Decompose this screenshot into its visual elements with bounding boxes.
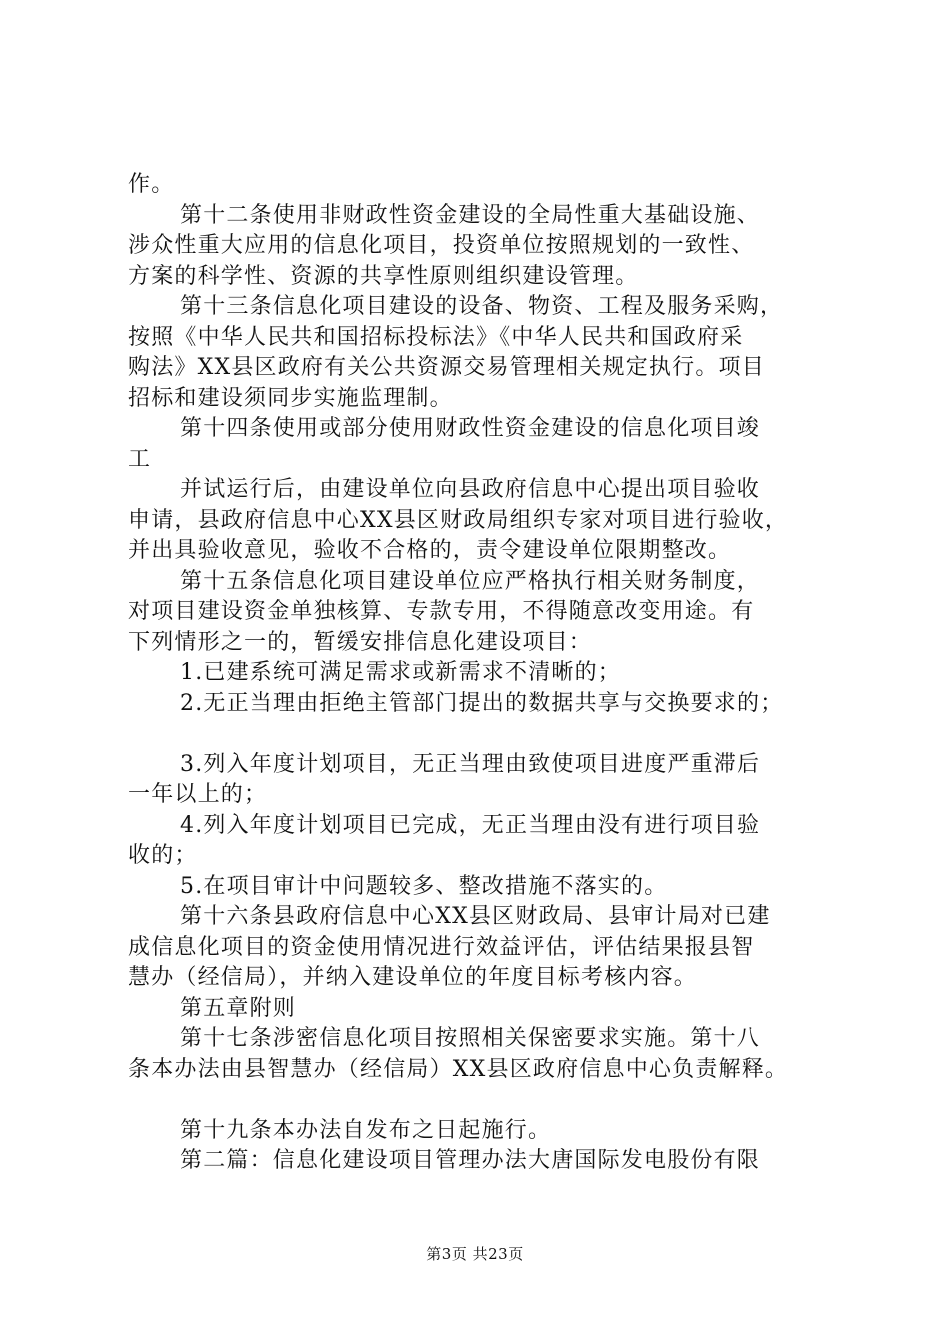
list-item: 4.列入年度计划项目已完成，无正当理由没有进行项目验 <box>180 812 761 838</box>
text-line: 按照《中华人民共和国招标投标法》《中华人民共和国政府采 <box>128 324 744 350</box>
text-line: 方案的科学性、资源的共享性原则组织建设管理。 <box>128 263 639 289</box>
text-line: 条本办法由县智慧办（经信局）XX县区政府信息中心负责解释。 <box>128 1056 789 1082</box>
article-17-line: 第十七条涉密信息化项目按照相关保密要求实施。第十八 <box>180 1026 761 1051</box>
text-line: 一年以上的； <box>128 782 268 807</box>
text-line: 收的； <box>128 843 198 868</box>
list-item: 2.无正当理由拒绝主管部门提出的数据共享与交换要求的； <box>180 690 784 716</box>
blank-line <box>128 1085 828 1116</box>
chapter-heading: 第五章附则 <box>180 995 297 1021</box>
text-line: 并试运行后，由建设单位向县政府信息中心提出项目验收 <box>180 477 761 502</box>
article-12-line: 第十二条使用非财政性资金建设的全局性重大基础设施、 <box>180 202 761 228</box>
blank-line <box>128 719 828 750</box>
text-line: 购法》XX县区政府有关公共资源交易管理相关规定执行。项目 <box>128 355 765 380</box>
text-line: 成信息化项目的资金使用情况进行效益评估，评估结果报县智 <box>128 934 755 960</box>
section-heading: 第二篇：信息化建设项目管理办法大唐国际发电股份有限 <box>180 1148 761 1173</box>
page-number: 第3页 共23页 <box>426 1245 524 1263</box>
text-line: 申请，县政府信息中心XX县区财政局组织专家对项目进行验收， <box>128 507 789 533</box>
article-13-line: 第十三条信息化项目建设的设备、物资、工程及服务采购， <box>180 294 784 319</box>
text-line: 下列情形之一的，暂缓安排信息化建设项目： <box>128 629 593 655</box>
list-item: 3.列入年度计划项目，无正当理由致使项目进度严重滞后 <box>180 751 761 777</box>
article-19-line: 第十九条本办法自发布之日起施行。 <box>180 1117 552 1143</box>
text-line: 工 <box>128 446 152 472</box>
text-line: 作。 <box>128 172 175 197</box>
article-15-line: 第十五条信息化项目建设单位应严格执行相关财务制度， <box>180 568 761 594</box>
text-line: 对项目建设资金单独核算、专款专用，不得随意改变用途。有 <box>128 599 755 624</box>
text-line: 并出具验收意见，验收不合格的，责令建设单位限期整改。 <box>128 538 732 563</box>
article-16-line: 第十六条县政府信息中心XX县区财政局、县审计局对已建 <box>180 904 771 929</box>
text-line: 慧办（经信局），并纳入建设单位的年度目标考核内容。 <box>128 965 698 990</box>
document-body <box>128 170 828 1177</box>
list-item: 1.已建系统可满足需求或新需求不清晰的； <box>180 660 621 685</box>
list-item: 5.在项目审计中问题较多、整改措施不落实的。 <box>180 873 668 899</box>
text-line: 涉众性重大应用的信息化项目，投资单位按照规划的一致性、 <box>128 233 755 258</box>
text-line: 招标和建设须同步实施监理制。 <box>128 385 453 411</box>
article-14-line: 第十四条使用或部分使用财政性资金建设的信息化项目竣 <box>180 416 761 441</box>
